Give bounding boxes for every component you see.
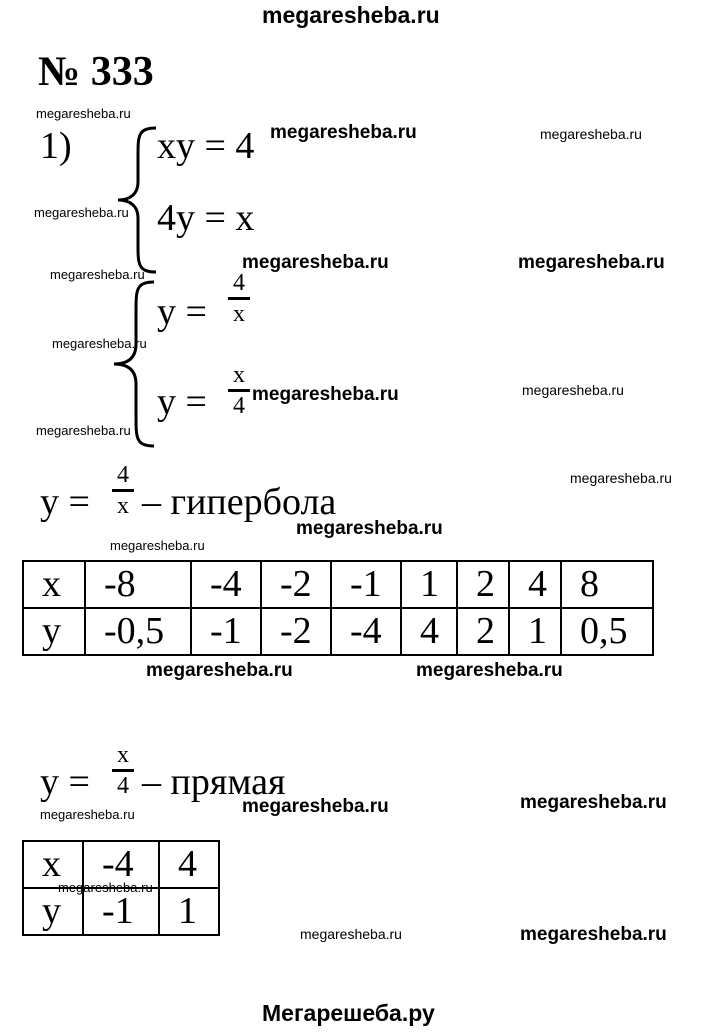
table-row: [23, 561, 653, 608]
line-lhs: y =: [40, 761, 90, 803]
table-cell: 1: [509, 608, 561, 655]
watermark: megaresheba.ru: [540, 126, 642, 142]
table-cell: 1: [159, 888, 219, 935]
watermark: megaresheba.ru: [300, 926, 402, 942]
table-cell: -4: [331, 608, 401, 655]
watermark: megaresheba.ru: [296, 518, 443, 539]
fraction-numerator: x: [117, 742, 129, 768]
system1-eq1: xy = 4: [157, 125, 255, 167]
table-cell: 1: [401, 561, 457, 608]
fraction-denominator: 4: [117, 773, 129, 799]
fraction-denominator: 4: [233, 393, 245, 419]
table-cell: -1: [83, 888, 159, 935]
table-cell: x: [23, 841, 83, 888]
table-cell: -4: [83, 841, 159, 888]
table-row: [23, 888, 219, 935]
hyperbola-description: – гипербола: [142, 481, 337, 523]
fraction-bar: [112, 769, 134, 772]
table-cell: -4: [191, 561, 261, 608]
table-cell: 2: [457, 561, 509, 608]
watermark: megaresheba.ru: [518, 252, 665, 273]
watermark: megaresheba.ru: [416, 660, 563, 681]
system2-eq1-fraction: [228, 270, 250, 327]
problem-number: № 333: [38, 49, 154, 95]
fraction-numerator: 4: [233, 270, 245, 296]
table-cell: 0,5: [561, 608, 653, 655]
table-cell: y: [23, 888, 83, 935]
table-cell: 4: [159, 841, 219, 888]
watermark: megaresheba.ru: [570, 470, 672, 486]
table-cell: x: [23, 561, 85, 608]
table-row: [23, 608, 653, 655]
watermark: megaresheba.ru: [520, 924, 667, 945]
watermark: megaresheba.ru: [36, 423, 131, 438]
table-cell: -1: [191, 608, 261, 655]
table-cell: 8: [561, 561, 653, 608]
fraction-numerator: x: [233, 362, 245, 388]
table-cell: -0,5: [85, 608, 191, 655]
watermark: megaresheba.ru: [34, 205, 129, 220]
watermark: megaresheba.ru: [242, 252, 389, 273]
part-label: 1): [40, 125, 72, 167]
hyperbola-fraction: [112, 462, 134, 519]
watermark: megaresheba.ru: [52, 336, 147, 351]
system2-eq2-fraction: [228, 362, 250, 419]
fraction-denominator: x: [233, 301, 245, 327]
watermark: megaresheba.ru: [520, 792, 667, 813]
table-cell: 4: [401, 608, 457, 655]
fraction-bar: [228, 297, 250, 300]
watermark: megaresheba.ru: [252, 384, 399, 405]
watermark: megaresheba.ru: [270, 122, 417, 143]
watermark: megaresheba.ru: [36, 106, 131, 121]
table-cell: y: [23, 608, 85, 655]
system1-eq2: 4y = x: [157, 197, 255, 239]
fraction-numerator: 4: [117, 462, 129, 488]
fraction-bar: [228, 389, 250, 392]
watermark: megaresheba.ru: [146, 660, 293, 681]
values-table-hyperbola: [22, 560, 654, 656]
watermark: megaresheba.ru: [40, 807, 135, 822]
table-cell: 2: [457, 608, 509, 655]
site-footer: Мегарешеба.ру: [262, 1000, 435, 1026]
watermark: megaresheba.ru: [522, 382, 624, 398]
watermark: megaresheba.ru: [50, 267, 145, 282]
table-cell: -1: [331, 561, 401, 608]
table-cell: -8: [85, 561, 191, 608]
watermark: megaresheba.ru: [242, 796, 389, 817]
table-cell: -2: [261, 561, 331, 608]
system2-eq1-lhs: y =: [157, 291, 207, 333]
hyperbola-lhs: y =: [40, 481, 90, 523]
watermark: megaresheba.ru: [110, 538, 205, 553]
system2-eq2-lhs: y =: [157, 381, 207, 423]
table-cell: -2: [261, 608, 331, 655]
system-brace-1: [112, 126, 162, 274]
watermark: megaresheba.ru: [58, 880, 153, 895]
line-fraction: [112, 742, 134, 799]
line-description: – прямая: [142, 761, 286, 803]
fraction-bar: [112, 489, 134, 492]
site-header: megaresheba.ru: [262, 2, 440, 28]
fraction-denominator: x: [117, 493, 129, 519]
table-cell: 4: [509, 561, 561, 608]
